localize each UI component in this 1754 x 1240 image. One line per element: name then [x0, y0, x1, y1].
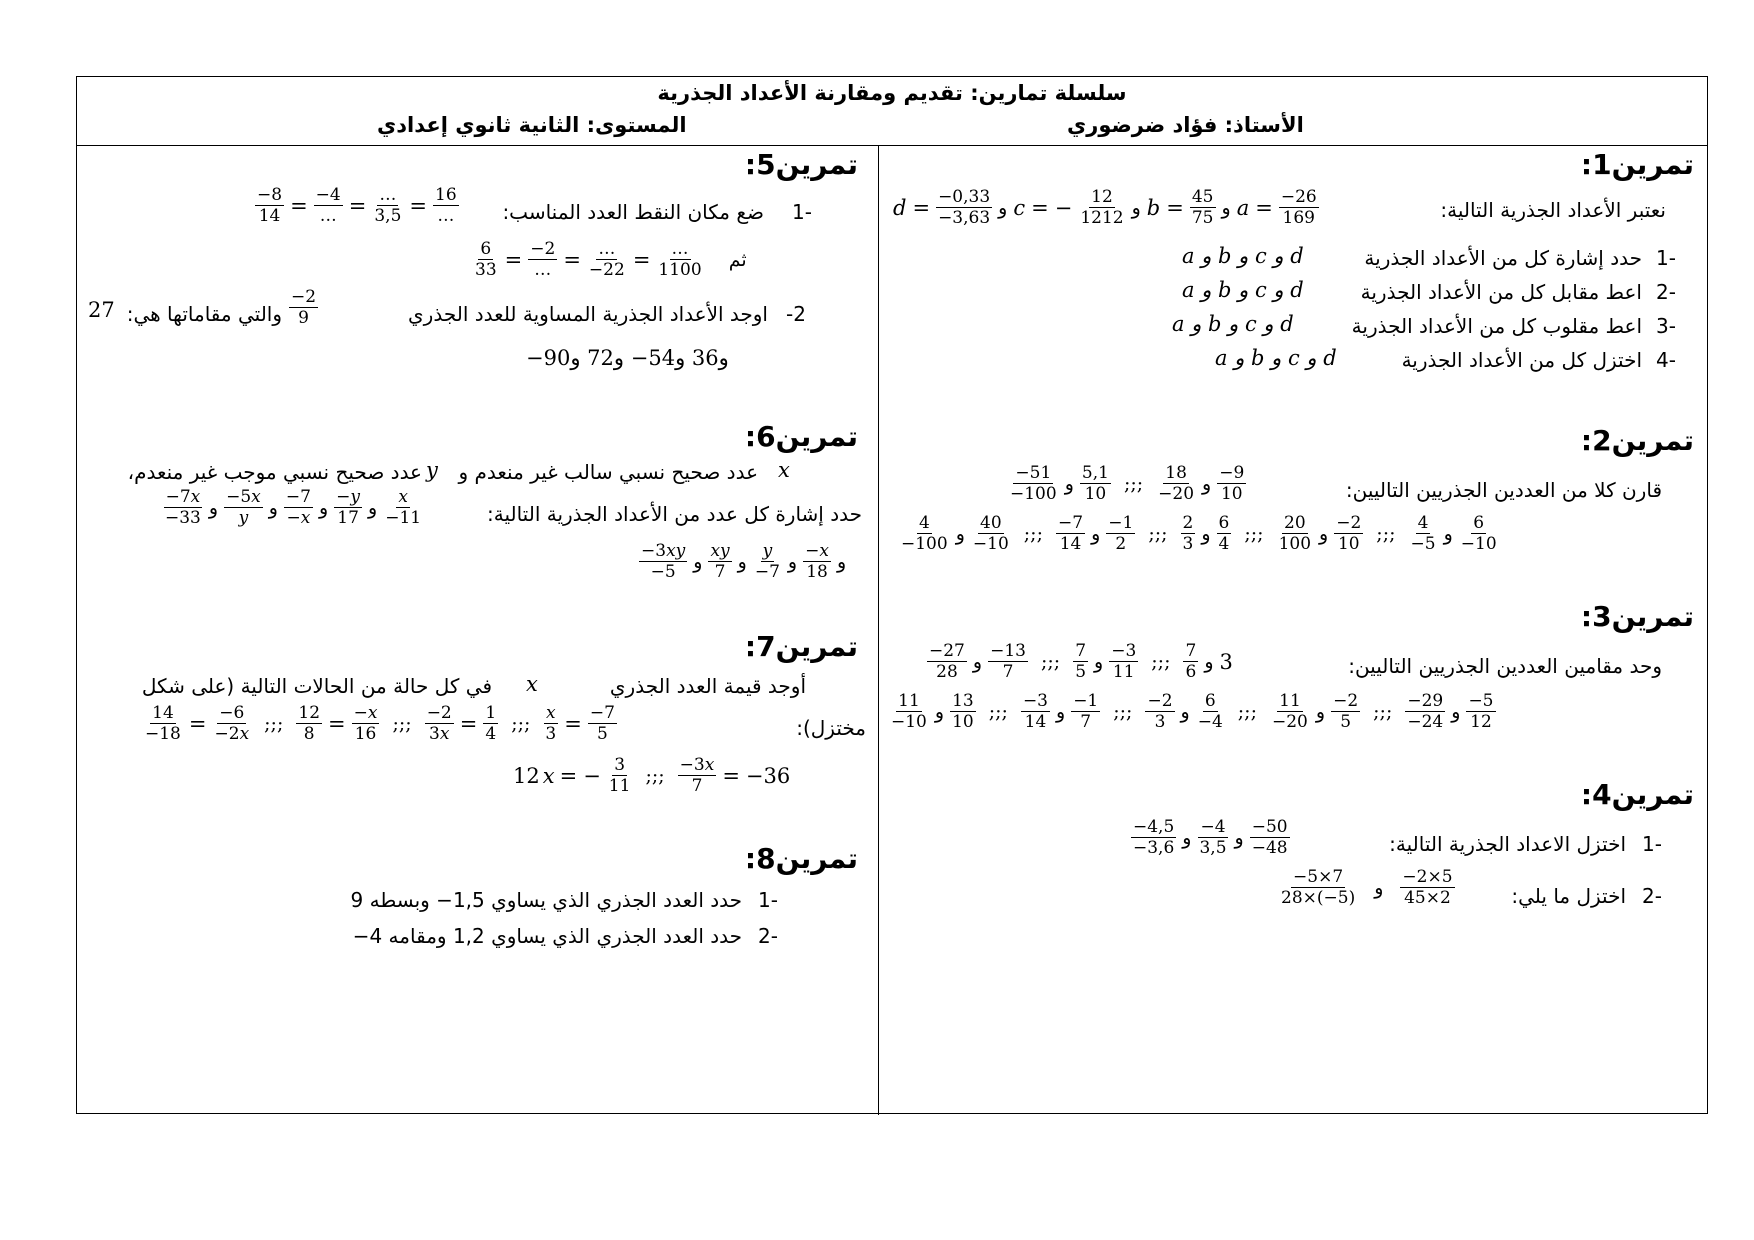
- ex6-var-y: y: [426, 458, 438, 482]
- ex5-q2-denominators: و36 و54− و72 و90−: [526, 346, 729, 370]
- ex1-q4-vars: d و c و b و a: [1215, 346, 1337, 370]
- ex3-row1: $\frac{-27}{28}$ و $\frac{-13}{7}$ ;;; $\frac{7}{5}$ و $\frac{-3}{11}$ ;;; $\frac{7}{6}$ و 3: [929, 641, 1233, 683]
- exercise-6-title: تمرين6:: [744, 420, 858, 453]
- ex5-q2-fraction: $\frac{-2}{9}$: [291, 287, 317, 329]
- ex1-definitions: d = $\frac{-0,33}{-3,63}$ و c = − $\frac{12}{1212}$ و b = $\frac{45}{75}$ و a = $\frac{-26}{169}$: [893, 187, 1317, 229]
- ex4-q2-values: $\frac{-5\times 7}{28\times(-5)}$ و $\frac{-2\times 5}{45\times 2}$: [1281, 867, 1453, 909]
- sheet-header: [77, 77, 1707, 146]
- ex3-intro: وحد مقامين العددين الجذريين التاليين:: [1348, 654, 1662, 678]
- ex6-values-row2: $\frac{-3xy}{-5}$ و $\frac{xy}{7}$ و $\frac{y}{-7}$ و $\frac{-x}{18}$ و: [641, 541, 847, 583]
- exercise-3-title: تمرين3:: [1580, 600, 1694, 633]
- sheet-title: سلسلة تمارين: تقديم ومقارنة الأعداد الجذرية: [657, 81, 1127, 105]
- fraction: $\frac{-9}{10}$: [1219, 463, 1245, 505]
- ex1-q1-vars: d و c و b و a: [1182, 244, 1304, 268]
- ex1-q2-number: -2: [1656, 280, 1676, 304]
- teacher-name: الأستاذ: فؤاد ضرضوري: [1067, 113, 1304, 137]
- ex5-q2b: والتي مقاماتها هي:: [126, 302, 282, 326]
- ex2-intro: قارن كلا من العددين الجذريين التاليين:: [1345, 478, 1662, 502]
- ex5-denominator-27: 27: [88, 298, 115, 322]
- column-divider: [878, 145, 879, 1115]
- math-var: d: [893, 195, 907, 220]
- ex5-q1-eq1: $\frac{-8}{14}$ = $\frac{-4}{\dots}$ = $\frac{\dots}{3,5}$ = $\frac{16}{\dots}$: [257, 185, 457, 227]
- exercise-sheet: [76, 76, 1708, 1114]
- ex1-q3-number: -3: [1656, 314, 1676, 338]
- fraction: $\frac{45}{75}$: [1191, 187, 1214, 229]
- fraction: $\frac{5,1}{10}$: [1081, 463, 1109, 505]
- ex4-q2: اختزل ما يلي:: [1511, 884, 1626, 908]
- fraction: $\frac{18}{-20}$: [1158, 463, 1195, 505]
- ex7-line2: مختزل):: [796, 716, 866, 740]
- exercise-8-title: تمرين8:: [744, 842, 858, 875]
- ex4-q2-number: -2: [1642, 884, 1662, 908]
- ex6-line2: حدد إشارة كل عدد من الأعداد الجذرية التالية:: [487, 502, 862, 526]
- ex2-row2: $\frac{4}{-100}$ و $\frac{40}{-10}$ ;;; $\frac{-7}{14}$ و $\frac{-1}{2}$ ;;; $\frac{2}{3}$ و $\frac{6}{4}$ ;;; $\frac{20}{100}$ و $\frac{-2}{10}$ ;;; $\frac{4}{-5}$ و $\frac{6}{-10}$: [901, 513, 1497, 555]
- fraction: $\frac{-51}{-100}$: [1010, 463, 1057, 505]
- ex1-q1: حدد إشارة كل من الأعداد الجذرية: [1364, 246, 1642, 270]
- ex8-q1-number: -1: [758, 888, 778, 912]
- ex6-line1: عدد صحيح نسبي سالب غير منعدم و: [458, 460, 758, 484]
- ex1-q3-vars: d و c و b و a: [1172, 312, 1294, 336]
- ex4-q1: اختزل الاعداد الجذرية التالية:: [1389, 832, 1626, 856]
- fraction: $\frac{12}{1212}$: [1080, 187, 1124, 229]
- exercise-5-title: تمرين5:: [744, 148, 858, 181]
- ex1-q2: اعط مقابل كل من الأعداد الجذرية: [1360, 280, 1642, 304]
- ex8-q2-number: -2: [758, 924, 778, 948]
- ex7-line1: أوجد قيمة العدد الجذري: [609, 674, 806, 698]
- ex5-q2-number: 2-: [786, 302, 806, 326]
- ex6-line1b: عدد صحيح نسبي موجب غير منعدم،: [127, 460, 422, 484]
- and-word: و: [1131, 196, 1141, 219]
- ex7-equations-row1: $\frac{14}{-18}$ = $\frac{-6}{-2x}$ ;;; $\frac{12}{8}$ = $\frac{-x}{16}$ ;;; $\frac{-2}{3x}$ = $\frac{1}{4}$ ;;; $\frac{x}{3}$ = $\frac{-7}{5}$: [145, 703, 615, 745]
- and-word: و: [998, 196, 1008, 219]
- ex1-intro: نعتبر الأعداد الجذرية التالية:: [1440, 198, 1666, 222]
- ex7-line1b: في كل حالة من الحالات التالية (على شكل: [141, 674, 492, 698]
- ex7-equations-row2: 12 x = − $\frac{3}{11}$ ;;; $\frac{-3x}{7}$ = −36: [513, 755, 791, 797]
- and-word: و: [1221, 196, 1231, 219]
- exercise-2-title: تمرين2:: [1580, 424, 1694, 457]
- ex1-q3: اعط مقلوب كل من الأعداد الجذرية: [1351, 314, 1642, 338]
- class-level: المستوى: الثانية ثانوي إعدادي: [377, 113, 687, 137]
- ex1-q4: اختزل كل من الأعداد الجذرية: [1401, 348, 1642, 372]
- exercise-4-title: تمرين4:: [1580, 778, 1694, 811]
- ex4-q1-number: -1: [1642, 832, 1662, 856]
- ex1-q2-vars: d و c و b و a: [1182, 278, 1304, 302]
- ex8-q2: حدد العدد الجذري الذي يساوي 1,2 ومقامه 4−: [352, 924, 742, 948]
- ex8-q1: حدد العدد الجذري الذي يساوي 1,5− وبسطه 9: [350, 888, 742, 912]
- ex2-row1: $\frac{-51}{-100}$ و $\frac{5,1}{10}$ ;;; $\frac{18}{-20}$ و $\frac{-9}{10}$: [1010, 463, 1245, 505]
- fraction: $\frac{-0,33}{-3,63}$: [938, 187, 991, 229]
- fraction: $\frac{-26}{169}$: [1280, 187, 1317, 229]
- ex6-var-x: x: [778, 458, 790, 482]
- ex1-q1-number: -1: [1656, 246, 1676, 270]
- exercise-1-title: تمرين1:: [1580, 148, 1694, 181]
- ex5-q1: ضع مكان النقط العدد المناسب:: [502, 200, 764, 224]
- ex5-q1-eq2: $\frac{6}{33}$ = $\frac{-2}{\dots}$ = $\frac{\dots}{-22}$ = $\frac{\dots}{1100}$ ثم: [475, 239, 747, 281]
- ex4-q1-values: $\frac{-4,5}{-3,6}$ و $\frac{-4}{3,5}$ و $\frac{-50}{-48}$: [1133, 817, 1288, 859]
- ex7-var-x: x: [526, 672, 538, 696]
- ex5-q2: اوجد الأعداد الجذرية المساوية للعدد الجذري: [408, 302, 768, 326]
- ex6-values-row1: $\frac{-7x}{-33}$ و $\frac{-5x}{y}$ و $\frac{-7}{-x}$ و $\frac{-y}{17}$ و $\frac{x}{-11}$: [165, 487, 422, 529]
- exercise-7-title: تمرين7:: [744, 630, 858, 663]
- ex5-q1-number: -1: [792, 200, 812, 224]
- ex3-row2: $\frac{11}{-10}$ و $\frac{13}{10}$ ;;; $\frac{-3}{14}$ و $\frac{-1}{7}$ ;;; $\frac{-2}{3}$ و $\frac{6}{-4}$ ;;; $\frac{11}{-20}$ و $\frac{-2}{5}$ ;;; $\frac{-29}{-24}$ و $\frac{-5}{12}$: [891, 691, 1494, 733]
- ex1-q4-number: -4: [1656, 348, 1676, 372]
